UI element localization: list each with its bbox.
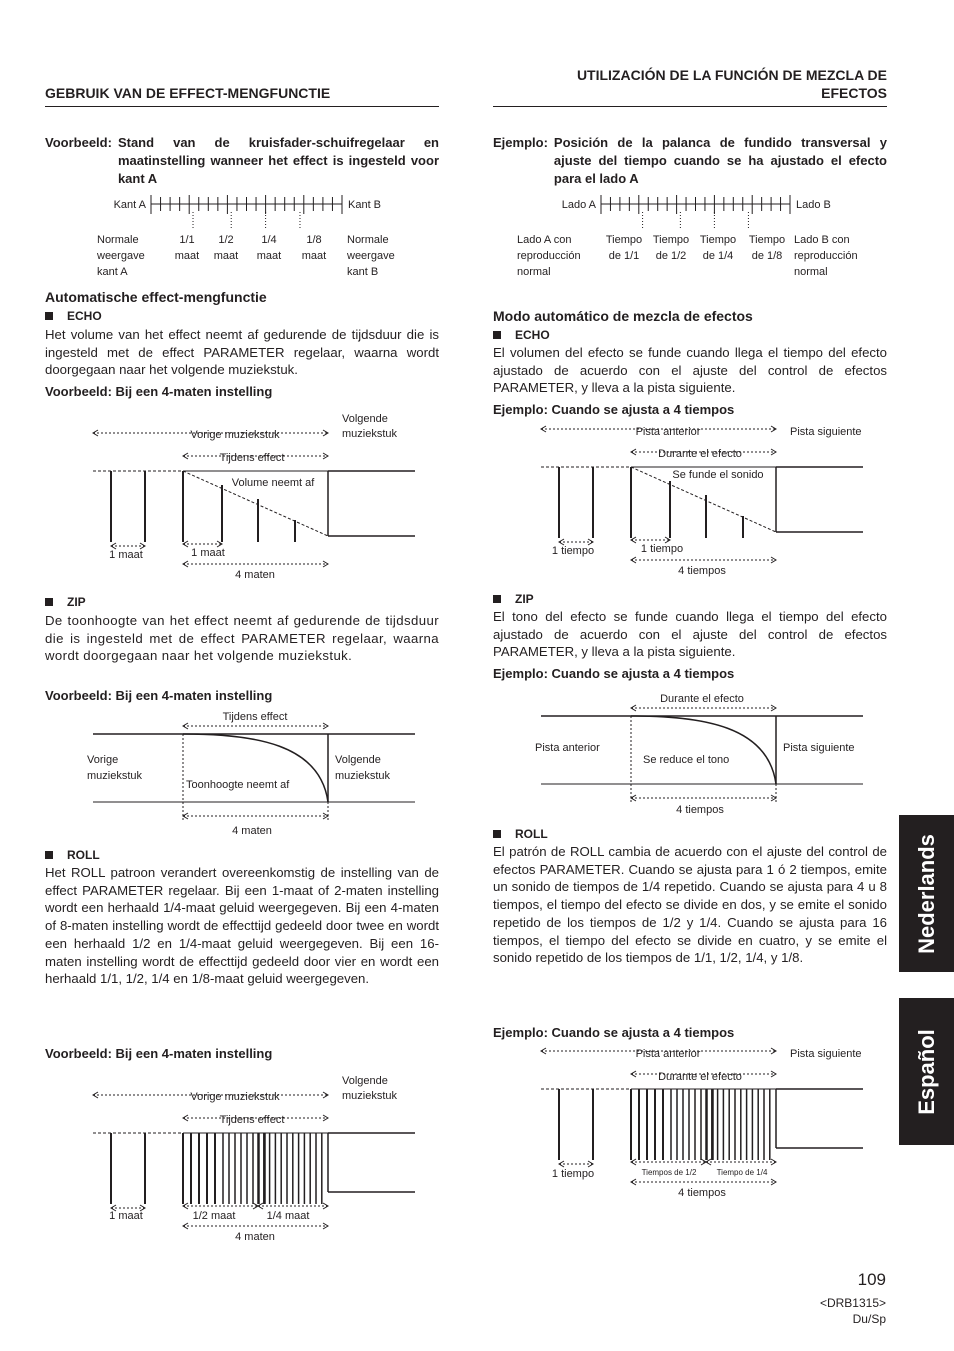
- roll-quarter-label: Tiempo de 1/4: [716, 1168, 768, 1177]
- fader-scale: [601, 195, 790, 228]
- fader-diagram-spanish: [493, 192, 887, 282]
- fader-side-a: Kant A: [113, 199, 146, 211]
- example-text: Posición de la palanca de fundido transversal y ajuste del tiempo cuando se ha ajustado el efecto para el lado A: [553, 135, 887, 186]
- roll-during-label: Tijdens effect: [219, 1114, 285, 1126]
- roll-beat-label: 1 maat: [109, 1210, 143, 1222]
- side-tab-dutch-label: Nederlands: [913, 833, 939, 954]
- echo-title-spanish: ECHO: [493, 328, 550, 342]
- fader-side-b: Lado B: [796, 199, 831, 211]
- fader-label: Tiempo: [699, 234, 737, 246]
- echo-waveform: [541, 426, 863, 563]
- zip-text-dutch: De toonhoogte van het effect neemt af gedurende de tijdsduur die is ingesteld met de effect PARAMETER regelaar, waarna wordt doorgegaan naar het volgende muziekstuk.: [45, 613, 439, 664]
- section-header-line-2: EFECTOS: [821, 85, 887, 101]
- zip-during-label: Tijdens effect: [222, 711, 288, 723]
- roll-total-label: 4 tiempos: [678, 1187, 726, 1199]
- example-label: Voorbeeld:: [45, 135, 112, 150]
- echo-example-dutch: Voorbeeld: Bij een 4-maten instelling: [45, 384, 273, 399]
- roll-half-label: Tiempos de 1/2: [641, 1168, 697, 1177]
- echo-beat-label: 1 maat: [109, 549, 143, 561]
- fader-label: 1/1: [179, 234, 195, 246]
- echo-diagram-dutch: [45, 405, 439, 585]
- auto-mix-title-spanish: Modo automático de mezcla de efectos: [493, 308, 753, 324]
- roll-example-spanish: Ejemplo: Cuando se ajusta a 4 tiempos: [493, 1025, 735, 1040]
- example-fader-dutch: [45, 134, 439, 188]
- zip-pitch-label: Se reduce el tono: [643, 754, 730, 766]
- fader-label: Tiempo: [605, 234, 643, 246]
- fader-side-b: Kant B: [348, 199, 382, 211]
- zip-example-spanish: Ejemplo: Cuando se ajusta a 4 tiempos: [493, 666, 735, 681]
- echo-text-spanish: El volumen del efecto se funde cuando llega el tiempo del efecto ajustado de acuerdo con el ajuste del control de efectos PARAMETER, y lleva a la pista siguiente.: [493, 345, 887, 396]
- roll-prev-label: Vorige muziekstuk: [190, 1091, 280, 1103]
- fader-label: reproducción: [794, 250, 858, 262]
- fader-label: normal: [794, 266, 828, 278]
- roll-title-dutch: ROLL: [45, 848, 100, 862]
- roll-diagram-dutch: [45, 1067, 439, 1247]
- echo-fade-label: Volume neemt af: [231, 477, 315, 489]
- echo-next-label-1: Volgende: [342, 413, 388, 425]
- roll-total-label: 4 maten: [235, 1231, 275, 1243]
- echo-next-label: Pista siguiente: [790, 426, 862, 438]
- fader-labels: [96, 234, 395, 278]
- fader-label: Lado B con: [794, 234, 850, 246]
- section-header-spanish: [493, 66, 887, 107]
- fader-label: kant A: [97, 266, 128, 278]
- roll-next-label: Pista siguiente: [790, 1048, 862, 1060]
- fader-scale: [151, 195, 342, 228]
- roll-half-label: 1/2 maat: [192, 1210, 236, 1222]
- echo-title-dutch: ECHO: [45, 309, 102, 323]
- section-header-dutch: [45, 66, 439, 107]
- fader-label: reproducción: [517, 250, 581, 262]
- fader-label: 1/8: [306, 234, 322, 246]
- zip-prev-label-2: muziekstuk: [87, 770, 143, 782]
- echo-example-spanish: Ejemplo: Cuando se ajusta a 4 tiempos: [493, 402, 735, 417]
- example-fader-spanish: [493, 134, 887, 188]
- fader-label: de 1/8: [751, 250, 783, 262]
- fader-label: de 1/4: [702, 250, 734, 262]
- roll-title-spanish: ROLL: [493, 827, 548, 841]
- echo-prev-label: Vorige muziekstuk: [190, 429, 280, 441]
- fader-label: Normale: [97, 234, 139, 246]
- fader-label: Tiempo: [748, 234, 786, 246]
- side-tab-spanish: [899, 998, 954, 1145]
- echo-beat2-label: 1 maat: [191, 547, 225, 559]
- fader-label: normal: [517, 266, 551, 278]
- fader-diagram-dutch: [45, 192, 439, 282]
- footer-codes: [820, 1295, 886, 1327]
- fader-label: weergave: [347, 250, 395, 262]
- zip-diagram-dutch: [45, 707, 439, 837]
- zip-title-dutch: ZIP: [45, 595, 86, 609]
- zip-next-label-1: Volgende: [335, 754, 381, 766]
- zip-total-label: 4 maten: [232, 825, 272, 837]
- echo-diagram-spanish: [493, 421, 887, 601]
- zip-during-label: Durante el efecto: [660, 693, 744, 705]
- echo-total-label: 4 tiempos: [678, 565, 726, 577]
- echo-during-label: Durante el efecto: [658, 448, 742, 460]
- roll-text-spanish: El patrón de ROLL cambia de acuerdo con el ajuste del control de efectos PARAMETER. Cuando se ajusta para 1 ó 2 tiempos, emite un sonido de tiempos de 1/4 repetido. Cuando se ajusta para 4 u 8 tiempos, el tiempo del efecto se divide en dos, y se emite el sonido repetido de los tiempos de 1/2 y 1/4. Cuando se ajusta para 16 tiempos, el tiempo del efecto se divide en cuatro, y se emite el sonido repetido de los tiempos de 1/1, 1/2, 1/4, y 1/8.: [493, 844, 887, 966]
- zip-next-label: Pista siguiente: [783, 742, 855, 754]
- fader-side-a: Lado A: [561, 199, 596, 211]
- fader-label: de 1/1: [608, 250, 640, 262]
- echo-next-label-2: muziekstuk: [342, 428, 398, 440]
- fader-label: maat: [256, 250, 282, 262]
- example-text: Stand van de kruisfader-schuifregelaar en maatinstelling wanneer het effect is ingesteld voor kant A: [117, 135, 439, 186]
- section-header-text: GEBRUIK VAN DE EFFECT-MENGFUNCTIE: [45, 85, 331, 101]
- fader-label: Tiempo: [652, 234, 690, 246]
- roll-next-label-1: Volgende: [342, 1075, 388, 1087]
- zip-text-spanish: El tono del efecto se funde cuando llega el tiempo del efecto ajustado de acuerdo con el ajuste del control de efectos PARAMETER, y lleva a la pista siguiente.: [493, 609, 887, 660]
- section-header-line-1: UTILIZACIÓN DE LA FUNCIÓN DE MEZCLA DE: [576, 67, 887, 83]
- side-tab-spanish-label: Español: [913, 1028, 939, 1115]
- roll-diagram-spanish: [493, 1043, 887, 1203]
- roll-prev-label: Pista anterior: [635, 1048, 701, 1060]
- pitch-curve: [631, 716, 776, 784]
- echo-waveform: [93, 430, 415, 567]
- echo-text-dutch: Het volume van het effect neemt af gedurende de tijdsduur die is ingesteld met de effect PARAMETER regelaar, waarna wordt doorgegaan naar het volgende muziekstuk.: [45, 327, 439, 378]
- echo-beat-label: 1 tiempo: [551, 545, 595, 557]
- fader-label: maat: [301, 250, 327, 262]
- roll-text-dutch: Het ROLL patroon verandert overeenkomstig de instelling van de effect PARAMETER regelaar. Bij een 1-maat of 2-maten instelling wordt een herhaald 1/4-maat geluid weergegeven. Bij een 4-maten of 8-maten instelling wordt de effecttijd gedeeld door twee en wordt een herhaald 1/2 en 1/4-maat geluid weergegeven. Bij een 16-maten instelling wordt de effecttijd gedeeld door vier en wordt een herhaald 1/1, 1/2, 1/4 en 1/8-maat geluid weergegeven.: [45, 865, 439, 987]
- zip-example-dutch: Voorbeeld: Bij een 4-maten instelling: [45, 688, 273, 703]
- zip-title-spanish: ZIP: [493, 592, 534, 606]
- roll-pattern: [541, 1048, 863, 1185]
- roll-beat-label: 1 tiempo: [551, 1168, 595, 1180]
- lang-code: Du/Sp: [852, 1312, 886, 1326]
- zip-prev-label: Pista anterior: [535, 742, 600, 754]
- page-number: 109: [857, 1270, 886, 1289]
- fader-label: 1/2: [218, 234, 234, 246]
- echo-beat2-label: 1 tiempo: [640, 543, 684, 555]
- doc-code: <DRB1315>: [819, 1296, 886, 1310]
- zip-pitch-label: Toonhoogte neemt af: [186, 779, 290, 791]
- roll-example-dutch: Voorbeeld: Bij een 4-maten instelling: [45, 1046, 273, 1061]
- pitch-curve: [183, 734, 328, 802]
- echo-prev-label: Pista anterior: [635, 426, 701, 438]
- fader-label: Lado A con: [517, 234, 572, 246]
- fader-label: maat: [213, 250, 239, 262]
- fader-label: Normale: [347, 234, 389, 246]
- fader-label: 1/4: [261, 234, 277, 246]
- echo-fade-label: Se funde el sonido: [672, 469, 764, 481]
- roll-quarter-label: 1/4 maat: [266, 1210, 310, 1222]
- roll-pattern: [93, 1092, 415, 1229]
- side-tab-dutch: [899, 815, 954, 972]
- roll-next-label-2: muziekstuk: [342, 1090, 398, 1102]
- echo-total-label: 4 maten: [235, 569, 275, 581]
- echo-during-label: Tijdens effect: [219, 452, 285, 464]
- fader-label: kant B: [347, 266, 379, 278]
- roll-during-label: Durante el efecto: [658, 1071, 742, 1083]
- zip-total-label: 4 tiempos: [676, 804, 724, 816]
- zip-prev-label-1: Vorige: [87, 754, 119, 766]
- auto-mix-title-dutch: Automatische effect-mengfunctie: [45, 289, 267, 305]
- fader-label: weergave: [97, 250, 145, 262]
- fader-label: maat: [174, 250, 200, 262]
- zip-diagram-spanish: [493, 689, 887, 819]
- zip-next-label-2: muziekstuk: [335, 770, 391, 782]
- fader-label: de 1/2: [655, 250, 687, 262]
- fader-labels: [517, 234, 858, 278]
- example-label: Ejemplo:: [493, 135, 548, 150]
